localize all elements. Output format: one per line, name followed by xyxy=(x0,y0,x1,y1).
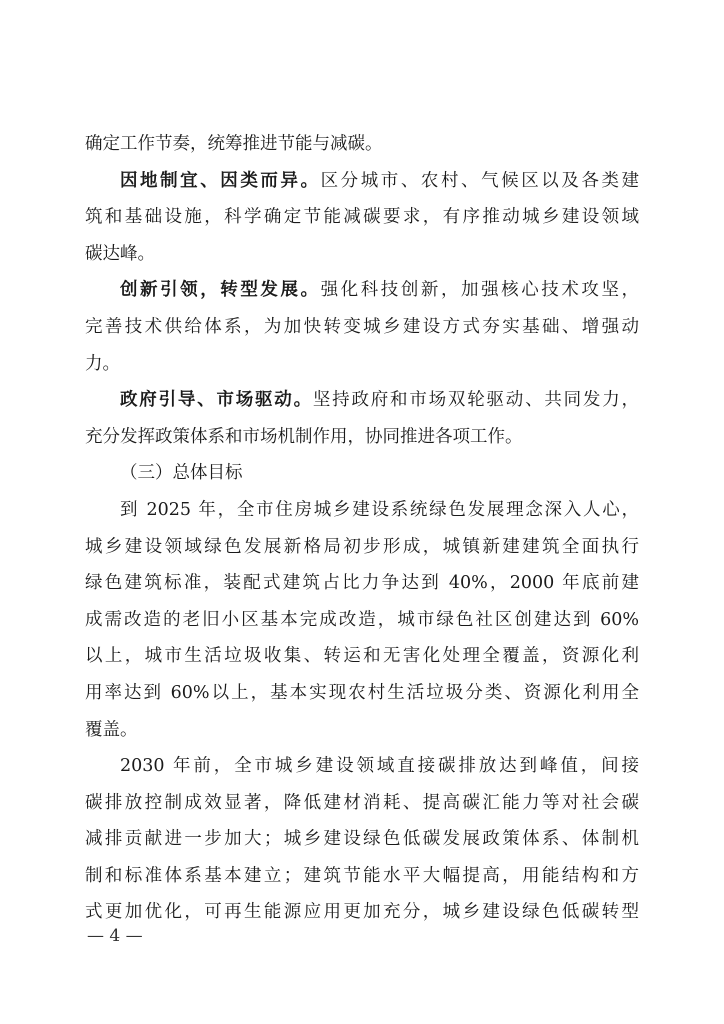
text-line: 到 2025 年，全市住房城乡建设系统绿色发展理念深入人心， xyxy=(120,499,639,520)
text-line: 充分发挥政策体系和市场机制作用，协同推进各项工作。 xyxy=(85,426,523,447)
text-line: 完善技术供给体系，为加快转变城乡建设方式夯实基础、增强动 xyxy=(85,316,639,337)
section-heading: （三）总体目标 xyxy=(120,463,243,484)
paragraph-government xyxy=(85,382,639,455)
page-number: — 4 — xyxy=(87,926,143,946)
text-line: 以上，城市生活垃圾收集、转运和无害化处理全覆盖，资源化利 xyxy=(85,646,639,667)
paragraph-adapt-locally xyxy=(85,163,639,273)
text-line: 制和标准体系基本建立；建筑节能水平大幅提高，用能结构和方 xyxy=(85,865,639,886)
paragraph-continuation xyxy=(85,126,639,163)
text-line: 碳排放控制成效显著，降低建材消耗、提高碳汇能力等对社会碳 xyxy=(85,792,639,813)
text-line xyxy=(85,272,639,309)
text-line: 用率达到 60%以上，基本实现农村生活垃圾分类、资源化利用全 xyxy=(85,682,639,703)
paragraph-2030-goals xyxy=(85,748,639,931)
text-line: 2030 年前，全市城乡建设领域直接碳排放达到峰值，间接 xyxy=(120,756,639,777)
text-line: 式更加优化，可再生能源应用更加充分，城乡建设绿色低碳转型 xyxy=(85,902,639,923)
text-line: 确定工作节奏，统筹推进节能与减碳。 xyxy=(85,134,383,154)
paragraph-heading: 创新引领，转型发展。 xyxy=(120,280,321,301)
paragraph-2025-goals xyxy=(85,492,639,748)
text-line: 覆盖。 xyxy=(85,719,138,740)
text-line: 绿色建筑标准，装配式建筑占比力争达到 40%，2000 年底前建 xyxy=(85,573,639,594)
text-line: 减排贡献进一步加大；城乡建设绿色低碳发展政策体系、体制机 xyxy=(85,829,639,850)
paragraph-heading: 政府引导、市场驱动。 xyxy=(120,390,313,411)
text-span: 坚持政府和市场双轮驱动、共同发力， xyxy=(312,390,640,411)
text-line: 筑和基础设施，科学确定节能减碳要求，有序推动城乡建设领域 xyxy=(85,207,639,228)
paragraph-innovation xyxy=(85,272,639,382)
section-heading-overall-goals xyxy=(85,455,639,492)
text-line xyxy=(85,163,639,200)
text-span: 强化科技创新，加强核心技术攻坚， xyxy=(320,280,640,301)
text-line: 碳达峰。 xyxy=(85,243,155,264)
text-span: 区分城市、农村、气候区以及各类建 xyxy=(320,170,640,191)
paragraph-heading: 因地制宜、因类而异。 xyxy=(120,170,321,191)
body-text xyxy=(85,126,639,931)
text-line: 成需改造的老旧小区基本完成改造，城市绿色社区创建达到 60% xyxy=(85,609,639,630)
text-line: 力。 xyxy=(85,353,120,374)
text-line xyxy=(85,382,639,419)
text-line: 城乡建设领域绿色发展新格局初步形成，城镇新建建筑全面执行 xyxy=(85,536,639,557)
